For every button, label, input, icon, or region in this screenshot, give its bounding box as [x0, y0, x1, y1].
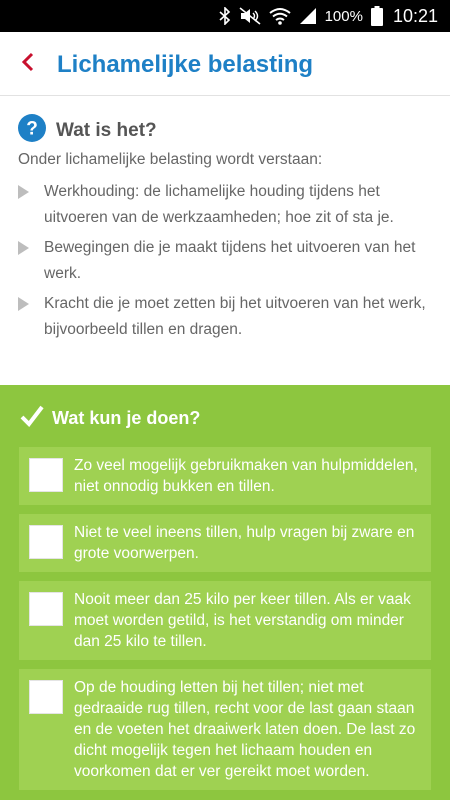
status-time: 10:21: [392, 5, 438, 26]
info-header: [18, 114, 157, 147]
actions-heading: Wat kun je doen?: [52, 408, 201, 428]
list-item: [18, 235, 428, 287]
question-circle-icon: [18, 114, 46, 147]
info-section: [0, 97, 450, 385]
info-intro: Onder lichamelijke belasting wordt verstaan:: [18, 151, 323, 168]
list-item: [18, 179, 428, 231]
page-title: Lichamelijke belasting: [57, 51, 314, 78]
bullet-text: Werkhouding: de lichamelijke houding tijdens het uitvoeren van de werkzaamheden; hoe zit of sta je.: [44, 183, 394, 226]
action-checkbox[interactable]: [29, 458, 63, 492]
wifi-icon: [269, 7, 291, 25]
status-bar-icons: [219, 0, 438, 32]
actions-section: [0, 385, 450, 800]
action-text: Zo veel mogelijk gebruikmaken van hulpmiddelen, niet onnodig bukken en tillen.: [74, 457, 418, 495]
signal-icon: [299, 7, 317, 25]
action-item[interactable]: [19, 669, 431, 790]
action-text: Op de houding letten bij het tillen; niet met gedraaide rug tillen, recht voor de last gaan staan en de voeten het draaiwerk laten doen. De last zo dicht mogelijk tegen het lichaam houden en voorkomen dat er ver gereikt moet worden.: [74, 679, 416, 780]
bullet-text: Kracht die je moet zetten bij het uitvoeren van het werk, bijvoorbeeld tillen en dragen.: [44, 295, 426, 338]
mute-icon: [239, 7, 261, 25]
action-checkbox[interactable]: [29, 680, 63, 714]
chevron-left-icon: [21, 52, 35, 77]
triangle-bullet-icon: [18, 179, 44, 204]
back-button[interactable]: [14, 50, 42, 78]
action-checkbox[interactable]: [29, 525, 63, 559]
action-item[interactable]: [19, 447, 431, 505]
action-text: Nooit meer dan 25 kilo per keer tillen. Als er vaak moet worden getild, is het verstandig om minder dan 25 kilo te tillen.: [74, 591, 411, 650]
checkmark-icon: [20, 405, 44, 432]
triangle-bullet-icon: [18, 291, 44, 316]
list-item: [18, 291, 428, 343]
battery-level: 100%: [324, 7, 363, 25]
bullet-text: Bewegingen die je maakt tijdens het uitvoeren van het werk.: [44, 239, 416, 282]
action-item[interactable]: [19, 581, 431, 660]
bluetooth-icon: [219, 7, 231, 25]
triangle-bullet-icon: [18, 235, 44, 260]
info-bullet-list: [18, 179, 428, 347]
action-item[interactable]: [19, 514, 431, 572]
info-heading: Wat is het?: [56, 119, 157, 141]
actions-header: [20, 405, 200, 432]
svg-text:?: ?: [26, 118, 38, 140]
action-checkbox[interactable]: [29, 592, 63, 626]
status-bar: [0, 0, 450, 32]
action-list: [19, 447, 431, 799]
action-text: Niet te veel ineens tillen, hulp vragen bij zware en grote voorwerpen.: [74, 524, 415, 562]
app-bar: [0, 32, 450, 96]
battery-icon: [371, 6, 383, 26]
